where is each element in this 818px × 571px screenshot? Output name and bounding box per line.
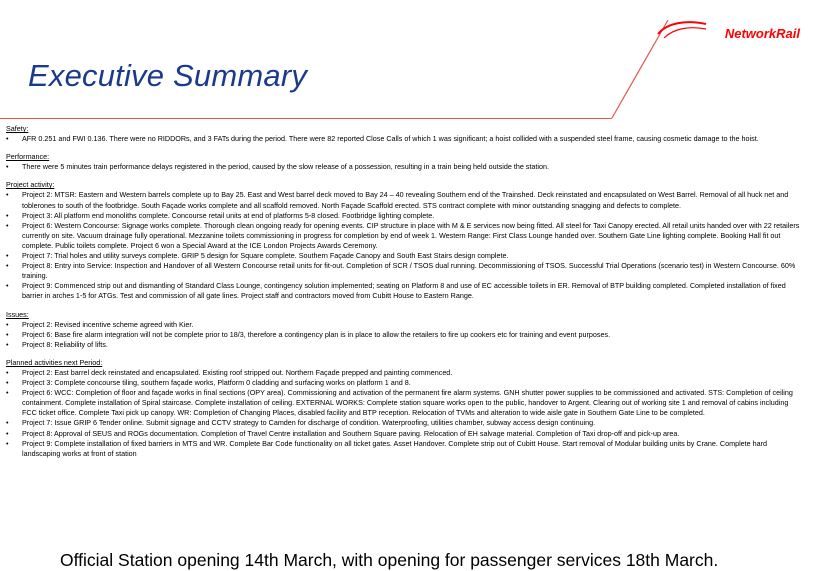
list-item: • Project 6: WCC: Completion of floor and façade works in final sections (OPY area). Commissioning and activation of the permanent fire alarm systems. GNH shutter power supplies to be commissioned and activated. STS: Completion of ceiling containment. Complete installation of Spiral staircase. Complete installation of ceiling. EXTERNAL WORKS: Complete station square works open to the public, handover to Argent. Clearing out of working site 1 and removal of cabins including FCC ticket office. Complete Taxi pick up canopy. WR: Completion of Changing Places, disabled facility and BTP reception. Relocation of TVMs and alteration to wide aisle gate in Southern Gate Line to be completed.	[6, 388, 802, 418]
section-issues	[6, 310, 802, 350]
list-item: • Project 2: East barrel deck reinstated and encapsulated. Existing roof stripped out. Northern Façade prepped and painting commenced.	[6, 368, 802, 378]
network-rail-logo-mark-icon	[650, 16, 710, 50]
section-project-activity	[6, 180, 802, 301]
bullet-list	[6, 134, 802, 144]
list-item: • Project 6: Base fire alarm integration will not be complete prior to 18/3, therefore a contingency plan is in place to allow the retailers to fire up cookers etc for training and event purposes.	[6, 330, 802, 340]
footer-banner: Official Station opening 14th March, with opening for passenger services 18th March.	[60, 550, 719, 570]
list-item: • Project 2: MTSR: Eastern and Western barrels complete up to Bay 25. East and West barrel deck moved to Bay 24 – 40 revealing Southern end of the Trainshed. Deck reinstated and encapsulated on West Barrel. Removal of all huck net and toblerones to south of the footbridge. South Façade works complete and all scaffold removed. North Façade Scaffold erected. STS contract complete with minor outstanding snagging and defects to complete.	[6, 190, 802, 210]
section-safety	[6, 124, 802, 144]
network-rail-logo	[650, 16, 800, 50]
section-heading: Issues:	[6, 309, 29, 319]
list-item: • Project 6: Western Concourse: Signage works complete. Thorough clean ongoing ready for opening events. CIP structure in place with M & E services now being fitted. All steel for Taxi Canopy erected. All retail units handed over with 22 retailers currently on site. Vacuum drainage fully operational. Mezzanine toilets commissioning in progress for completion by end of week 1. Western Range: First Class Lounge handed over. Southern Gate Line lighting complete. Booking Hall fit out complete. Public toilets complete. Project 6 won a Special Award at the ICE London Projects Awards Ceremony.	[6, 221, 802, 251]
section-heading: Safety:	[6, 124, 29, 133]
summary-content	[6, 124, 802, 459]
bullet-list	[6, 162, 802, 172]
title-underline	[0, 118, 612, 119]
section-heading: Planned activities next Period:	[6, 357, 103, 367]
logo-wordmark: NetworkRail	[724, 26, 800, 41]
bullet-list	[6, 190, 802, 301]
bullet-list	[6, 320, 802, 350]
section-heading: Project activity:	[6, 180, 55, 190]
page-title: Executive Summary	[28, 58, 308, 93]
list-item: • Project 7: Trial holes and utility surveys complete. GRIP 5 design for Square complete. Southern Façade Canopy and South East Stairs design complete.	[6, 251, 802, 261]
list-item: • Project 8: Approval of SEUS and ROGs documentation. Completion of Travel Centre installation and Southern Square paving. Relocation of EH salvage material. Completion of Taxi drop-off and pick-up area.	[6, 429, 802, 439]
bullet-list	[6, 368, 802, 459]
list-item: • Project 3: All platform end monoliths complete. Concourse retail units at end of platforms 5-8 closed. Footbridge lighting complete.	[6, 211, 802, 221]
list-item: • Project 7: Issue GRIP 6 Tender online. Submit signage and CCTV strategy to Camden for discharge of condition. Waterproofing, utilities chamber, subway access design continuing.	[6, 418, 802, 428]
list-item: • AFR 0.251 and FWI 0.136. There were no RIDDORs, and 3 FATs during the period. There were 82 reported Close Calls of which 1 was significant; a hoist collided with a suspended steel frame, causing cosmetic damage to the hoist.	[6, 134, 802, 144]
list-item: • Project 8: Reliability of lifts.	[6, 340, 802, 350]
list-item: • Project 9: Complete installation of fixed barriers in MTS and WR. Complete Bar Code functionality on all ticket gates. Asset Handover. Complete strip out of Cubitt House. Start removal of Modular building units by Crane. Complete hard landscaping works at front of station	[6, 439, 802, 459]
list-item: • Project 8: Entry into Service: Inspection and Handover of all Western Concourse retail units for fit-out. Completion of SCR / TSOS dual running. Decommissioning of TSOS. Successful Trial Operations (scenario test) in Western Concourse. 60% training.	[6, 261, 802, 281]
list-item: • Project 9: Commenced strip out and dismantling of Standard Class Lounge, contingency solution implemented; seating on Platform 8 and use of EC accessible toilets in ER. Removal of BTP building completed. Completed installation of fixed barrier in arches 1-5 for ATGs. Test and commission of all gate lines. Project staff and contractors moved from Cubitt House to Eastern Range.	[6, 281, 802, 301]
section-planned-activities	[6, 358, 802, 459]
list-item: • Project 3: Complete concourse tiling, southern façade works, Platform 0 cladding and surfacing works on platform 1 and 8.	[6, 378, 802, 388]
section-performance	[6, 152, 802, 172]
list-item: • Project 2: Revised incentive scheme agreed with Kier.	[6, 320, 802, 330]
list-item: • There were 5 minutes train performance delays registered in the period, caused by the slow release of a possession, resulting in a train being held outside the station.	[6, 162, 802, 172]
section-heading: Performance:	[6, 152, 50, 162]
